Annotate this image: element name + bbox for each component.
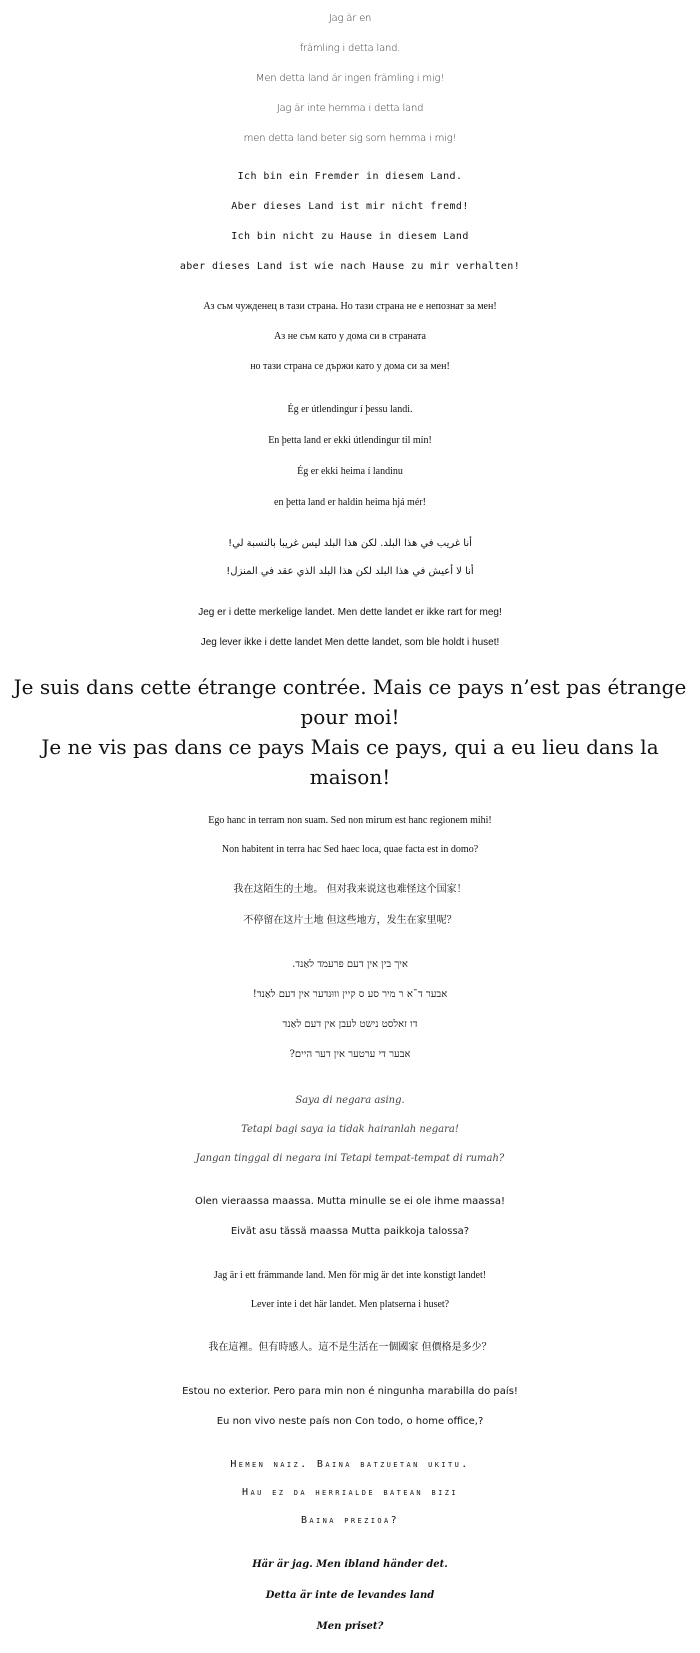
poem-line: Jangan tinggal di negara ini Tetapi tempat-tempat di rumah? <box>195 1153 505 1164</box>
stanza-swedish-3 <box>0 1549 700 1642</box>
poem-line: Jag är inte hemma i detta land <box>276 103 424 114</box>
stanza-norwegian <box>0 598 700 658</box>
poem-line: أنا غريب في هذا البلد. لكن هذا البلد ليس غريبا بالنسبة لي! <box>228 538 472 549</box>
poem-line: 我在這裡。但有時感人。這不是生活在一個國家 但價格是多少？ <box>208 1342 492 1353</box>
stanza-basque <box>0 1451 700 1535</box>
stanza-latin <box>0 806 700 864</box>
poem-line: Detta är inte de levandes land <box>265 1590 435 1601</box>
poem-line: Ég er ekki heima í landinu <box>297 466 403 477</box>
poem-line: Jeg lever ikke i dette landet Men dette landet, som ble holdt i huset! <box>200 637 500 648</box>
poem-line: Аз не съм като у дома си в страната <box>274 331 426 342</box>
stanza-bulgarian <box>0 292 700 382</box>
poem-line: En þetta land er ekki útlendingur til mín! <box>268 435 432 446</box>
poem-line: Hau ez da herrialde batean bizi <box>242 1487 458 1498</box>
stanza-french <box>0 672 700 792</box>
stanza-swedish-1 <box>0 4 700 154</box>
poem-line: 不停留在这片土地 但这些地方，发生在家里呢？ <box>243 915 457 926</box>
poem-line: أنا لا أعيش في هذا البلد لكن هذا البلد الذي عقد في المنزل! <box>226 566 474 577</box>
poem-line: Jag är en <box>328 13 372 24</box>
poem-line: främling i detta land. <box>299 43 401 54</box>
poem-line: דו זאלסט נישט לעבן אין דעם לאַנד <box>282 1019 418 1030</box>
poem-line: Ich bin nicht zu Hause in diesem Land <box>231 231 469 242</box>
poem-line: Je suis dans cette étrange contrée. Mais ce pays n’est pas étrange pour moi! <box>13 675 687 729</box>
poem-line: אבער די ערטער אין דער היים? <box>289 1049 411 1060</box>
poem-line: Här är jag. Men ibland händer det. <box>252 1559 448 1570</box>
stanza-chinese-traditional <box>0 1333 700 1363</box>
poem-line: Aber dieses Land ist mir nicht fremd! <box>231 201 469 212</box>
poem-line: 我在这陌生的土地。 但对我来说这也难怪这个国家！ <box>233 884 467 895</box>
poem-line: Estou no exterior. Pero para min non é ningunha marabilla do país! <box>182 1386 518 1397</box>
poem-line: en þetta land er haldin heima hjá mér! <box>274 497 426 508</box>
poem-line: Ego hanc in terram non suam. Sed non mirum est hanc regionem mihi! <box>208 815 492 826</box>
stanza-icelandic <box>0 394 700 518</box>
poem-line: men detta land beter sig som hemma i mig! <box>243 133 457 144</box>
poem-line: но тази страна се държи като у дома си за мен! <box>250 361 450 372</box>
poem-line: Аз съм чужденец в тази страна. Но тази страна не е непознат за мен! <box>203 301 497 312</box>
stanza-malay <box>0 1086 700 1173</box>
stanza-german <box>0 162 700 282</box>
poem-line: Saya di negara asing. <box>295 1095 405 1106</box>
poem-line: Non habitent in terra hac Sed haec loca, quae facta est in domo? <box>221 844 479 855</box>
poem-line: איך בין אין דעם פרעמד לאַנד. <box>292 959 408 970</box>
poem-line: Men priset? <box>316 1621 384 1632</box>
poem-line: Hemen naiz. Baina batzuetan ukitu. <box>230 1459 470 1470</box>
stanza-finnish <box>0 1187 700 1247</box>
poem-line: aber dieses Land ist wie nach Hause zu mir verhalten! <box>179 261 521 272</box>
stanza-swedish-2 <box>0 1261 700 1319</box>
poem-line: Eivät asu tässä maassa Mutta paikkoja talossa? <box>230 1226 470 1237</box>
stanza-arabic <box>0 530 700 586</box>
stanza-galician <box>0 1377 700 1437</box>
poem-line: Eu non vivo neste país non Con todo, o home office,? <box>216 1416 484 1427</box>
poem-line: Men detta land är ingen främling i mig! <box>255 73 445 84</box>
poem-line: Jeg er i dette merkelige landet. Men dette landet er ikke rart for meg! <box>198 607 502 618</box>
poem-line: Olen vieraassa maassa. Mutta minulle se ei ole ihme maassa! <box>195 1196 505 1207</box>
poem-line: Baina prezioa? <box>300 1515 400 1526</box>
poem-line: Ich bin ein Fremder in diesem Land. <box>237 171 463 182</box>
poem-line: Je ne vis pas dans ce pays Mais ce pays, qui a eu lieu dans la maison! <box>41 735 659 789</box>
poem-line: אבער ד¯א ר מיר סע ס קיין וווּנדער אין דעם לאַנד! <box>252 989 448 1000</box>
stanza-chinese-simplified <box>0 874 700 936</box>
stanza-yiddish <box>0 950 700 1070</box>
poem-line: Lever inte i det här landet. Men platserna i huset? <box>250 1299 450 1310</box>
poem-line: Ég er útlendingur í þessu landi. <box>287 404 413 415</box>
poem-line: Jag är i ett främmande land. Men för mig är det inte konstigt landet! <box>213 1270 487 1281</box>
poem-line: Tetapi bagi saya ia tidak hairanlah negara! <box>241 1124 459 1135</box>
